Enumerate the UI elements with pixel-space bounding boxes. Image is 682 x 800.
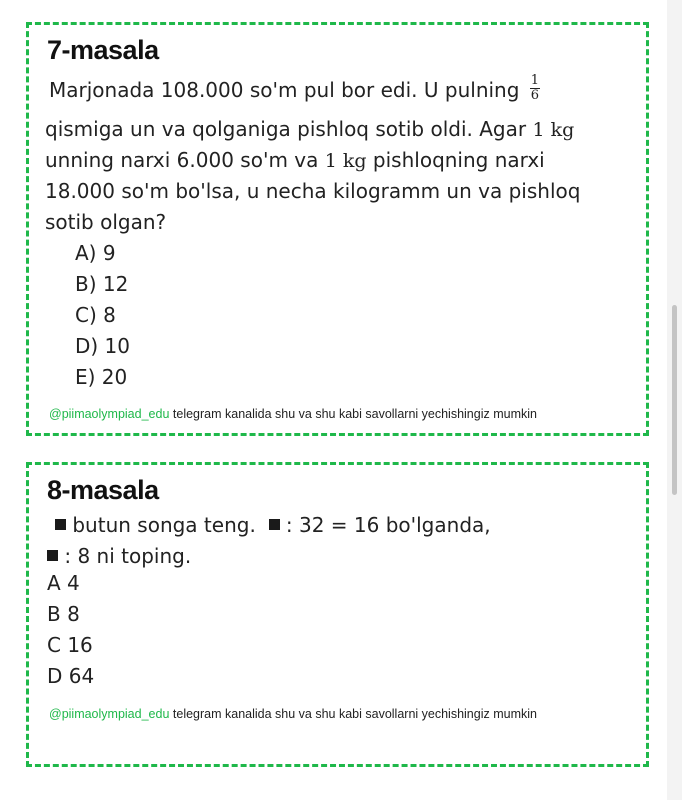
option-d: D) 10 (75, 334, 131, 358)
problem-8-card (26, 462, 649, 767)
problem-8-line-1 (55, 510, 491, 542)
option-d: D 64 (47, 664, 95, 688)
problem-7-line-3-pre: unning narxi 6.000 so'm va (45, 148, 319, 172)
footer-text: telegram kanalida shu va shu kabi savollarni yechishingiz mumkin (172, 407, 537, 421)
problem-7-title: 7-masala (47, 35, 159, 65)
problem-7-line-2-text: qismiga un va qolganiga pishloq sotib oldi. Agar (45, 117, 527, 141)
option-e: E) 20 (75, 365, 128, 389)
telegram-handle: @piimaolympiad_edu (49, 407, 170, 421)
option-b: B 8 (47, 602, 80, 626)
option-a: A) 9 (75, 241, 116, 265)
option-a: A 4 (47, 571, 80, 595)
problem-7-line-5: sotib olgan? (45, 210, 167, 234)
problem-8-line-2 (47, 541, 191, 573)
option-c: C) 8 (75, 303, 116, 327)
problem-8-line-1-a: butun songa teng. (72, 513, 256, 537)
problem-7-line-1-text: Marjonada 108.000 so'm pul bor edi. U pulning (49, 78, 520, 102)
black-square-icon (47, 550, 58, 561)
problem-7-line-1 (49, 75, 540, 107)
problem-8-line-2-text: : 8 ni toping. (64, 544, 192, 568)
problem-7-footer (49, 407, 537, 421)
unit-kg: 1 kg (324, 150, 367, 172)
problem-7-line-3-post: pishloqning narxi (372, 148, 545, 172)
option-b: B) 12 (75, 272, 129, 296)
problem-7-line-4: 18.000 so'm bo'lsa, u necha kilogramm un va pishloq (45, 179, 581, 203)
black-square-icon (55, 519, 66, 530)
black-square-icon (269, 519, 280, 530)
problem-8-line-1-b: : 32 = 16 bo'lganda, (285, 513, 491, 537)
problem-7-line-3 (45, 145, 545, 178)
fraction-numerator: 1 (530, 73, 540, 88)
scrollbar-thumb[interactable] (672, 305, 677, 495)
problem-8-footer (49, 707, 537, 721)
problem-7-line-2 (45, 114, 574, 147)
telegram-handle: @piimaolympiad_edu (49, 707, 170, 721)
problem-8-title: 8-masala (47, 475, 159, 505)
fraction-one-sixth (530, 74, 540, 103)
option-c: C 16 (47, 633, 93, 657)
problem-7-card (26, 22, 649, 436)
footer-text: telegram kanalida shu va shu kabi savollarni yechishingiz mumkin (172, 707, 537, 721)
unit-kg: 1 kg (532, 119, 575, 141)
fraction-denominator: 6 (530, 88, 540, 103)
